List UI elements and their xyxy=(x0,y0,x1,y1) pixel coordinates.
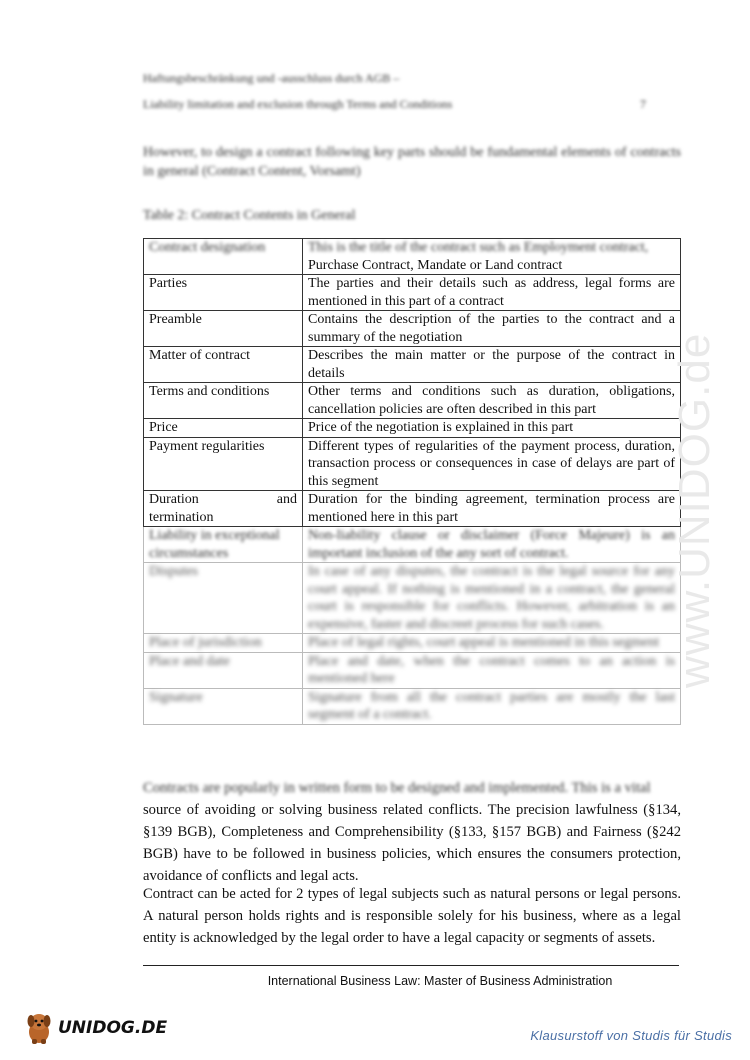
table-cell-description: This is the title of the contract such as Employment contract, Purchase Contract, Mandate or Land contract xyxy=(303,239,681,275)
table-cell-term: Matter of contract xyxy=(144,347,303,383)
table-cell-description: Describes the main matter or the purpose of the contract in details xyxy=(303,347,681,383)
tagline: Klausurstoff von Studis für Studis xyxy=(530,1028,732,1043)
table-cell-term: Disputes xyxy=(144,563,303,634)
table-row xyxy=(144,239,681,275)
running-header-line2: Liability limitation and exclusion through Terms and Conditions xyxy=(143,97,453,111)
table-cell-term: Contract designation xyxy=(144,239,303,275)
body-paragraph-2: Contract can be acted for 2 types of legal subjects such as natural persons or legal persons. A natural person holds rights and is responsible solely for his business, where as a legal entity is acknowledged by the legal order to have a legal capacity or segments of assets. xyxy=(143,886,681,946)
table-cell-description: In case of any disputes, the contract is the legal source for any court appeal. If nothing is mentioned in a contract, the general court is responsible for conflicts. However, arbitration is an expensive, faster and discreet process for such cases. xyxy=(303,563,681,634)
table-row xyxy=(144,311,681,347)
table-cell-description: Price of the negotiation is explained in this part xyxy=(303,419,681,438)
table-cell-term: Parties xyxy=(144,275,303,311)
table-cell-description: Non-liability clause or disclaimer (Force Majeure) is an important inclusion of the any sort of contract. xyxy=(303,527,681,563)
page-number: 7 xyxy=(640,97,646,111)
body-paragraph-1: Contracts are popularly in written form to be designed and implemented. This is a vital source of avoiding or solving business related conflicts. The precision lawfulness (§134, §139 BGB), Completeness and Comprehensibility (§133, §157 BGB) and Fairness (§242 BGB) have to be followed in business policies, which ensures the consumers protection, avoidance of conflicts and legal acts. xyxy=(143,780,681,884)
contract-contents-table xyxy=(143,238,681,725)
table-row xyxy=(144,419,681,438)
table-row xyxy=(144,563,681,634)
table-cell-term: Price xyxy=(144,419,303,438)
table-row xyxy=(144,383,681,419)
table-cell-description: Place and date, when the contract comes to an action is mentioned here xyxy=(303,652,681,688)
watermark: www.UNIDOG.de xyxy=(670,332,719,688)
table-row xyxy=(144,437,681,491)
table-cell-term: Duration and termination xyxy=(144,491,303,527)
table-cell-description: Contains the description of the parties to the contract and a summary of the negotiation xyxy=(303,311,681,347)
table-caption: Table 2: Contract Contents in General xyxy=(143,208,356,223)
intro-paragraph: However, to design a contract following key parts should be fundamental elements of contracts in general (Contract Content, Vorsamt) xyxy=(143,145,681,179)
table-row xyxy=(144,634,681,653)
footer-divider xyxy=(143,965,679,966)
table-row xyxy=(144,347,681,383)
page-footer: International Business Law: Master of Business Administration xyxy=(267,974,613,988)
table-cell-term: Place and date xyxy=(144,652,303,688)
table-cell-term: Payment regularities xyxy=(144,437,303,491)
table-row xyxy=(144,491,681,527)
table-row xyxy=(144,688,681,724)
logo-text: UNIDOG.DE xyxy=(58,1018,168,1038)
table-cell-term: Liability in exceptional circumstances xyxy=(144,527,303,563)
table-cell-term: Place of jurisdiction xyxy=(144,634,303,653)
table-cell-description: Different types of regularities of the payment process, duration, transaction process or consequences in case of delays are part of this segment xyxy=(303,437,681,491)
table-cell-description: Other terms and conditions such as duration, obligations, cancellation policies are often described in this part xyxy=(303,383,681,419)
table-cell-term: Preamble xyxy=(144,311,303,347)
table-cell-description: Duration for the binding agreement, termination process are mentioned here in this part xyxy=(303,491,681,527)
table-cell-term: Signature xyxy=(144,688,303,724)
running-header-line1: Haftungsbeschränkung und -ausschluss durch AGB – xyxy=(143,71,400,85)
table-cell-term: Terms and conditions xyxy=(144,383,303,419)
table-row xyxy=(144,652,681,688)
dog-icon xyxy=(22,1010,56,1046)
table-cell-description: Signature from all the contract parties are mostly the last segment of a contract. xyxy=(303,688,681,724)
table-row xyxy=(144,275,681,311)
table-cell-description: The parties and their details such as address, legal forms are mentioned in this part of a contract xyxy=(303,275,681,311)
table-cell-description: Place of legal rights, court appeal is mentioned in this segment xyxy=(303,634,681,653)
unidog-logo xyxy=(22,1010,167,1046)
table-row xyxy=(144,527,681,563)
